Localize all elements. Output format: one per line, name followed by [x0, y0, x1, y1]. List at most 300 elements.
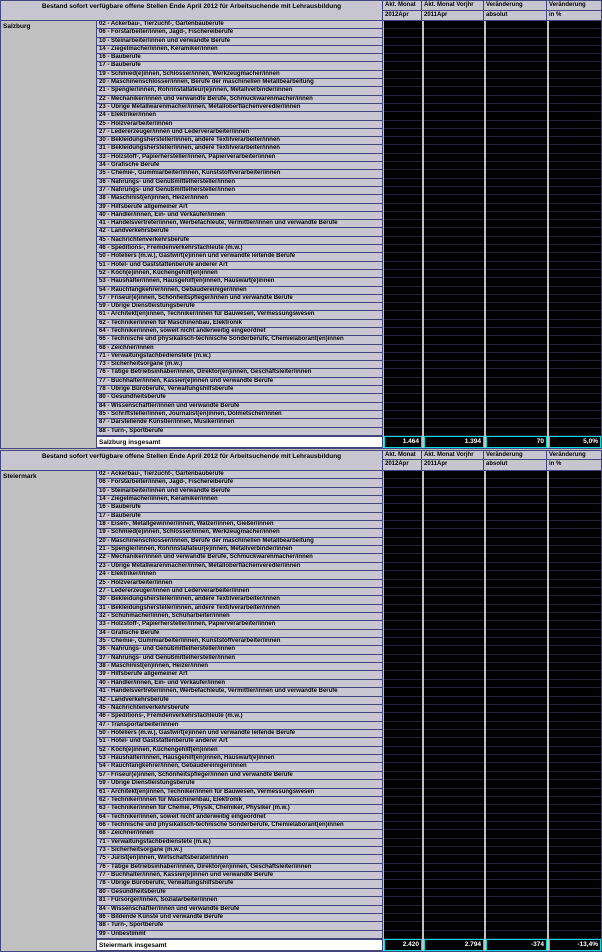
value-cell-previous-year: [424, 713, 484, 721]
value-cell-previous-year: [424, 71, 484, 79]
value-cell-previous-year: [424, 96, 484, 104]
occupation-row: [97, 513, 601, 521]
value-cell-change-absolute: [486, 588, 547, 596]
value-cell-change-percent: [549, 730, 601, 738]
occupation-label: 41 - Handelsvertreter/innen, Werbefachleute, Vermittler/innen und verwandte Berufe: [97, 688, 383, 696]
value-cell-current-month: [384, 479, 422, 487]
value-cell-previous-year: [424, 671, 484, 679]
value-cell-change-absolute: [486, 419, 547, 427]
value-cell-previous-year: [424, 471, 484, 479]
value-cell-change-percent: [549, 345, 601, 353]
occupation-label: 27 - Ledererzeuger/innen und Lederverarbeiter/innen: [97, 588, 383, 596]
value-cell-change-percent: [549, 646, 601, 654]
value-cell-current-month: [384, 170, 422, 178]
value-cell-previous-year: [424, 295, 484, 303]
value-cell-current-month: [384, 797, 422, 805]
value-cell-change-absolute: [486, 295, 547, 303]
occupation-label: 25 - Holzverarbeiter/innen: [97, 121, 383, 129]
value-cell-change-absolute: [486, 697, 547, 705]
value-cell-previous-year: [424, 571, 484, 579]
value-cell-previous-year: [424, 378, 484, 386]
value-cell-change-absolute: [486, 546, 547, 554]
value-cell-current-month: [384, 889, 422, 897]
value-cell-change-absolute: [486, 680, 547, 688]
value-cell-change-absolute: [486, 730, 547, 738]
value-cell-change-absolute: [486, 71, 547, 79]
value-cell-current-month: [384, 697, 422, 705]
value-cell-change-percent: [549, 38, 601, 46]
value-cell-previous-year: [424, 419, 484, 427]
occupation-label: 66 - Technische und physikalisch-technische Sonderberufe, Chemielaborant(en)innen: [97, 822, 383, 830]
occupation-label: 35 - Chemie-, Gummiarbeiter/innen, Kunststoffverarbeiter/innen: [97, 170, 383, 178]
value-cell-previous-year: [424, 906, 484, 914]
value-cell-change-absolute: [486, 96, 547, 104]
value-cell-change-absolute: [486, 931, 547, 939]
column-header-previous-year: [422, 451, 484, 470]
value-cell-change-percent: [549, 747, 601, 755]
value-cell-previous-year: [424, 621, 484, 629]
value-cell-previous-year: [424, 228, 484, 236]
value-cell-previous-year: [424, 738, 484, 746]
value-cell-previous-year: [424, 596, 484, 604]
occupation-label: 06 - Forstarbeiter/innen, Jagd-, Fischereiberufe: [97, 479, 383, 487]
occupation-label: 50 - Hoteliers (m.w.), Gastwirt(e)innen und verwandte leitende Berufe: [97, 730, 383, 738]
occupation-row: [97, 179, 601, 187]
occupation-label: 16 - Bauberufe: [97, 54, 383, 62]
value-cell-current-month: [384, 187, 422, 195]
column-header-line2: in %: [549, 11, 562, 18]
occupation-row: [97, 630, 601, 638]
occupation-label: 57 - Friseur(e)innen, Schönheitspfleger/innen und verwandte Berufe: [97, 772, 383, 780]
occupation-label: 22 - Mechaniker/innen und verwandte Berufe, Schmuckwarenmacher/innen: [97, 554, 383, 562]
value-cell-change-percent: [549, 262, 601, 270]
column-header-line2: 2012Apr: [385, 11, 409, 18]
value-cell-previous-year: [424, 513, 484, 521]
occupation-row: [97, 588, 601, 596]
value-cell-change-absolute: [486, 864, 547, 872]
occupation-row: [97, 922, 601, 930]
occupation-row: [97, 705, 601, 713]
occupation-label: 18 - Eisen-, Metallgewinner/innen, Walzer/innen, Gießer/innen: [97, 521, 383, 529]
occupation-row: [97, 428, 601, 436]
column-header-line1: Akt. Monat Vorjhr: [422, 1, 483, 11]
occupation-row: [97, 345, 601, 353]
value-cell-previous-year: [424, 697, 484, 705]
value-cell-current-month: [384, 112, 422, 120]
total-value-change-percent: 5,0%: [549, 436, 601, 448]
occupation-row: [97, 897, 601, 905]
value-cell-change-absolute: [486, 772, 547, 780]
total-label: Steiermark insgesamt: [97, 939, 383, 951]
value-cell-change-absolute: [486, 54, 547, 62]
occupation-label: 37 - Nahrungs- und Genußmittelhersteller/innen: [97, 187, 383, 195]
value-cell-change-percent: [549, 145, 601, 153]
occupation-label: 85 - Schriftsteller/innen, Journalist(en)innen, Dolmetscher/innen: [97, 411, 383, 419]
value-cell-change-absolute: [486, 378, 547, 386]
value-cell-change-absolute: [486, 353, 547, 361]
column-header-line2: absolut: [486, 11, 508, 18]
value-cell-current-month: [384, 789, 422, 797]
occupation-row: [97, 29, 601, 37]
value-cell-change-absolute: [486, 529, 547, 537]
value-cell-current-month: [384, 29, 422, 37]
value-cell-current-month: [384, 630, 422, 638]
value-cell-current-month: [384, 145, 422, 153]
table-title: Bestand sofort verfügbare offene Stellen Ende April 2012 für Arbeitsuchende mit Lehrausbildung: [1, 451, 383, 470]
occupation-label: 30 - Bekleidungshersteller/innen, andere Textilverarbeiter/innen: [97, 137, 383, 145]
value-cell-change-percent: [549, 428, 601, 436]
value-cell-change-absolute: [486, 914, 547, 922]
value-cell-change-percent: [549, 121, 601, 129]
value-cell-current-month: [384, 504, 422, 512]
value-cell-change-percent: [549, 738, 601, 746]
value-cell-change-percent: [549, 596, 601, 604]
occupation-label: 17 - Bauberufe: [97, 513, 383, 521]
value-cell-change-percent: [549, 378, 601, 386]
occupation-row: [97, 563, 601, 571]
occupation-row: [97, 411, 601, 419]
value-cell-previous-year: [424, 195, 484, 203]
value-cell-current-month: [384, 328, 422, 336]
region-label: Steiermark: [1, 471, 97, 951]
value-cell-change-absolute: [486, 278, 547, 286]
value-cell-change-percent: [549, 311, 601, 319]
value-cell-change-percent: [549, 195, 601, 203]
occupation-row: [97, 747, 601, 755]
value-cell-change-percent: [549, 253, 601, 261]
value-cell-change-percent: [549, 328, 601, 336]
value-cell-current-month: [384, 62, 422, 70]
occupation-label: 41 - Handelsvertreter/innen, Werbefachleute, Vermittler/innen und verwandte Berufe: [97, 220, 383, 228]
occupation-row: [97, 38, 601, 46]
column-header-current-month: [383, 451, 422, 470]
value-cell-current-month: [384, 162, 422, 170]
occupation-label: 86 - Bildende Künste und verwandte Berufe: [97, 914, 383, 922]
value-cell-current-month: [384, 571, 422, 579]
value-cell-previous-year: [424, 554, 484, 562]
value-cell-change-percent: [549, 705, 601, 713]
value-cell-change-absolute: [486, 361, 547, 369]
value-cell-previous-year: [424, 897, 484, 905]
occupation-row: [97, 580, 601, 588]
occupation-row: [97, 212, 601, 220]
value-cell-change-absolute: [486, 839, 547, 847]
occupation-row: [97, 361, 601, 369]
occupation-label: 39 - Hilfsberufe allgemeiner Art: [97, 671, 383, 679]
value-cell-change-absolute: [486, 488, 547, 496]
occupation-label: 42 - Landverkehrsberufe: [97, 228, 383, 236]
value-cell-change-percent: [549, 87, 601, 95]
value-cell-change-absolute: [486, 797, 547, 805]
column-header-change-percent: [547, 451, 601, 470]
occupation-row: [97, 287, 601, 295]
value-cell-change-percent: [549, 839, 601, 847]
value-cell-change-absolute: [486, 386, 547, 394]
occupation-row: [97, 220, 601, 228]
occupation-row: [97, 496, 601, 504]
value-cell-change-percent: [549, 822, 601, 830]
value-cell-previous-year: [424, 880, 484, 888]
value-cell-previous-year: [424, 62, 484, 70]
value-cell-current-month: [384, 54, 422, 62]
value-cell-current-month: [384, 738, 422, 746]
occupation-label: 64 - Techniker/innen, soweit nicht anderweitig eingeordnet: [97, 814, 383, 822]
occupation-row: [97, 46, 601, 54]
value-cell-change-absolute: [486, 121, 547, 129]
occupation-label: 84 - Wissenschaftler/innen und verwandte Berufe: [97, 906, 383, 914]
value-cell-change-absolute: [486, 889, 547, 897]
value-cell-change-absolute: [486, 814, 547, 822]
column-header-line2: 2012Apr: [385, 461, 409, 468]
occupation-label: 71 - Verwaltungsfachbedienstete (m.w.): [97, 353, 383, 361]
value-cell-previous-year: [424, 931, 484, 939]
value-cell-change-absolute: [486, 320, 547, 328]
column-header-line2: absolut: [486, 461, 508, 468]
value-cell-previous-year: [424, 137, 484, 145]
occupation-row: [97, 931, 601, 939]
value-cell-change-percent: [549, 496, 601, 504]
occupation-label: 84 - Wissenschaftler/innen und verwandte Berufe: [97, 403, 383, 411]
value-cell-current-month: [384, 780, 422, 788]
occupation-label: 38 - Maschinist(en)innen, Heizer/innen: [97, 195, 383, 203]
occupation-label: 20 - Maschinenschlosser/innen, Berufe der maschinellen Metallbearbeitung: [97, 79, 383, 87]
occupation-label: 81 - Fürsorger/innen, Sozialarbeiter/innen: [97, 897, 383, 905]
occupation-label: 75 - Jurist(en)innen, Wirtschaftsberater/innen: [97, 855, 383, 863]
value-cell-change-absolute: [486, 554, 547, 562]
occupation-label: 24 - Elektriker/innen: [97, 571, 383, 579]
value-cell-previous-year: [424, 529, 484, 537]
occupation-label: 54 - Rauchfangkehrer/innen, Gebäudereiniger/innen: [97, 287, 383, 295]
value-cell-current-month: [384, 880, 422, 888]
value-cell-current-month: [384, 87, 422, 95]
occupation-label: 68 - Zeichner/innen: [97, 830, 383, 838]
occupation-row: [97, 864, 601, 872]
occupation-row: [97, 195, 601, 203]
occupation-label: 87 - Darstellende Künstler/innen, Musiker/innen: [97, 419, 383, 427]
occupation-row: [97, 328, 601, 336]
occupation-label: 78 - Übrige Büroberufe, Verwaltungshilfsberufe: [97, 386, 383, 394]
value-cell-change-absolute: [486, 722, 547, 730]
value-cell-change-absolute: [486, 847, 547, 855]
value-cell-current-month: [384, 262, 422, 270]
value-cell-change-percent: [549, 688, 601, 696]
value-cell-change-absolute: [486, 262, 547, 270]
occupation-label: 76 - Tätige Betriebsinhaber/innen, Direktor(en)innen, Geschäftsleiter/innen: [97, 369, 383, 377]
value-cell-previous-year: [424, 763, 484, 771]
value-cell-current-month: [384, 411, 422, 419]
value-cell-change-absolute: [486, 906, 547, 914]
value-cell-previous-year: [424, 496, 484, 504]
value-cell-current-month: [384, 847, 422, 855]
value-cell-change-absolute: [486, 336, 547, 344]
value-cell-current-month: [384, 428, 422, 436]
value-cell-current-month: [384, 563, 422, 571]
value-cell-current-month: [384, 730, 422, 738]
occupation-label: 59 - Übrige Dienstleistungsberufe: [97, 303, 383, 311]
occupation-row: [97, 780, 601, 788]
value-cell-previous-year: [424, 270, 484, 278]
value-cell-current-month: [384, 270, 422, 278]
occupation-row: [97, 369, 601, 377]
value-cell-current-month: [384, 496, 422, 504]
value-cell-change-absolute: [486, 345, 547, 353]
value-cell-change-absolute: [486, 613, 547, 621]
value-cell-change-percent: [549, 386, 601, 394]
value-cell-change-percent: [549, 220, 601, 228]
occupation-label: 25 - Holzverarbeiter/innen: [97, 580, 383, 588]
value-cell-current-month: [384, 814, 422, 822]
value-cell-change-absolute: [486, 245, 547, 253]
value-cell-change-percent: [549, 780, 601, 788]
value-cell-change-percent: [549, 789, 601, 797]
value-cell-previous-year: [424, 730, 484, 738]
value-cell-previous-year: [424, 538, 484, 546]
occupation-row: [97, 71, 601, 79]
value-cell-change-percent: [549, 245, 601, 253]
value-cell-previous-year: [424, 563, 484, 571]
occupation-rows: [97, 21, 601, 448]
value-cell-change-absolute: [486, 79, 547, 87]
value-cell-previous-year: [424, 361, 484, 369]
occupation-label: 51 - Hotel- und Gaststättenberufe anderer Art: [97, 738, 383, 746]
value-cell-current-month: [384, 79, 422, 87]
occupation-row: [97, 121, 601, 129]
value-cell-current-month: [384, 914, 422, 922]
value-cell-change-absolute: [486, 212, 547, 220]
value-cell-change-percent: [549, 54, 601, 62]
value-cell-change-percent: [549, 71, 601, 79]
value-cell-change-percent: [549, 914, 601, 922]
value-cell-change-percent: [549, 162, 601, 170]
value-cell-change-absolute: [486, 411, 547, 419]
value-cell-current-month: [384, 287, 422, 295]
value-cell-current-month: [384, 195, 422, 203]
occupation-label: 39 - Hilfsberufe allgemeiner Art: [97, 204, 383, 212]
column-header-previous-year: [422, 1, 484, 20]
value-cell-change-absolute: [486, 428, 547, 436]
occupation-row: [97, 713, 601, 721]
value-cell-change-absolute: [486, 646, 547, 654]
value-cell-change-absolute: [486, 369, 547, 377]
value-cell-current-month: [384, 71, 422, 79]
occupation-label: 36 - Nahrungs- und Genußmittelhersteller/innen: [97, 646, 383, 654]
occupation-rows: [97, 471, 601, 951]
occupation-row: [97, 479, 601, 487]
value-cell-current-month: [384, 237, 422, 245]
value-cell-change-absolute: [486, 855, 547, 863]
occupation-label: 16 - Bauberufe: [97, 504, 383, 512]
value-cell-change-percent: [549, 655, 601, 663]
value-cell-current-month: [384, 220, 422, 228]
value-cell-current-month: [384, 922, 422, 930]
value-cell-current-month: [384, 872, 422, 880]
value-cell-change-percent: [549, 897, 601, 905]
value-cell-previous-year: [424, 830, 484, 838]
occupation-label: 32 - Schuhmacher/innen, Schuharbeiter/innen: [97, 613, 383, 621]
value-cell-previous-year: [424, 21, 484, 29]
value-cell-current-month: [384, 394, 422, 402]
occupation-label: 19 - Schmied(e)innen, Schlosser/innen, Werkzeugmacher/innen: [97, 529, 383, 537]
value-cell-current-month: [384, 471, 422, 479]
occupation-label: 37 - Nahrungs- und Genußmittelhersteller/innen: [97, 655, 383, 663]
occupation-label: 34 - Grafische Berufe: [97, 630, 383, 638]
value-cell-change-percent: [549, 722, 601, 730]
value-cell-change-absolute: [486, 170, 547, 178]
value-cell-previous-year: [424, 245, 484, 253]
value-cell-change-percent: [549, 772, 601, 780]
occupation-row: [97, 872, 601, 880]
value-cell-change-percent: [549, 563, 601, 571]
value-cell-change-absolute: [486, 571, 547, 579]
value-cell-previous-year: [424, 87, 484, 95]
value-cell-change-absolute: [486, 671, 547, 679]
value-cell-change-absolute: [486, 29, 547, 37]
occupation-label: 66 - Technische und physikalisch-technische Sonderberufe, Chemielaborant(en)innen: [97, 336, 383, 344]
column-header-line2: in %: [549, 461, 562, 468]
value-cell-current-month: [384, 179, 422, 187]
value-cell-previous-year: [424, 772, 484, 780]
value-cell-previous-year: [424, 688, 484, 696]
occupation-row: [97, 353, 601, 361]
value-cell-change-absolute: [486, 104, 547, 112]
occupation-label: 77 - Buchhalter/innen, Kassier(e)innen und verwandte Berufe: [97, 378, 383, 386]
value-cell-change-percent: [549, 112, 601, 120]
occupation-label: 71 - Verwaltungsfachbedienstete (m.w.): [97, 839, 383, 847]
value-cell-previous-year: [424, 680, 484, 688]
occupation-label: 57 - Friseur(e)innen, Schönheitspfleger/innen und verwandte Berufe: [97, 295, 383, 303]
value-cell-previous-year: [424, 605, 484, 613]
occupation-label: 99 - Unbestimmt: [97, 931, 383, 939]
occupation-row: [97, 245, 601, 253]
value-cell-current-month: [384, 278, 422, 286]
occupation-label: 21 - Spengler/innen, Rohrinstallateur(e)innen, Metallverbinder/innen: [97, 87, 383, 95]
value-cell-previous-year: [424, 46, 484, 54]
value-cell-previous-year: [424, 121, 484, 129]
occupation-row: [97, 730, 601, 738]
value-cell-change-absolute: [486, 688, 547, 696]
occupation-label: 62 - Techniker/innen für Maschinenbau, Elektronik: [97, 797, 383, 805]
column-header-line2: 2011Apr: [424, 461, 448, 468]
occupation-row: [97, 303, 601, 311]
total-label: Salzburg insgesamt: [97, 436, 383, 448]
report-section-steiermark: [0, 450, 602, 952]
value-cell-change-absolute: [486, 471, 547, 479]
value-cell-change-percent: [549, 931, 601, 939]
occupation-row: [97, 278, 601, 286]
value-cell-change-absolute: [486, 880, 547, 888]
value-cell-current-month: [384, 154, 422, 162]
value-cell-current-month: [384, 386, 422, 394]
value-cell-previous-year: [424, 104, 484, 112]
occupation-label: 40 - Händler/innen, Ein- und Verkäufer/innen: [97, 212, 383, 220]
total-value-change-absolute: -374: [486, 939, 547, 951]
occupation-row: [97, 54, 601, 62]
value-cell-change-percent: [549, 411, 601, 419]
occupation-label: 36 - Nahrungs- und Genußmittelhersteller/innen: [97, 179, 383, 187]
value-cell-change-percent: [549, 864, 601, 872]
value-cell-previous-year: [424, 580, 484, 588]
occupation-row: [97, 311, 601, 319]
value-cell-change-absolute: [486, 705, 547, 713]
value-cell-change-percent: [549, 922, 601, 930]
value-cell-previous-year: [424, 394, 484, 402]
value-cell-current-month: [384, 403, 422, 411]
value-cell-change-percent: [549, 571, 601, 579]
occupation-label: 33 - Holzstoff-, Papierhersteller/innen, Papierverarbeiter/innen: [97, 154, 383, 162]
value-cell-change-absolute: [486, 228, 547, 236]
value-cell-change-percent: [549, 588, 601, 596]
occupation-label: 19 - Schmied(e)innen, Schlosser/innen, Werkzeugmacher/innen: [97, 71, 383, 79]
